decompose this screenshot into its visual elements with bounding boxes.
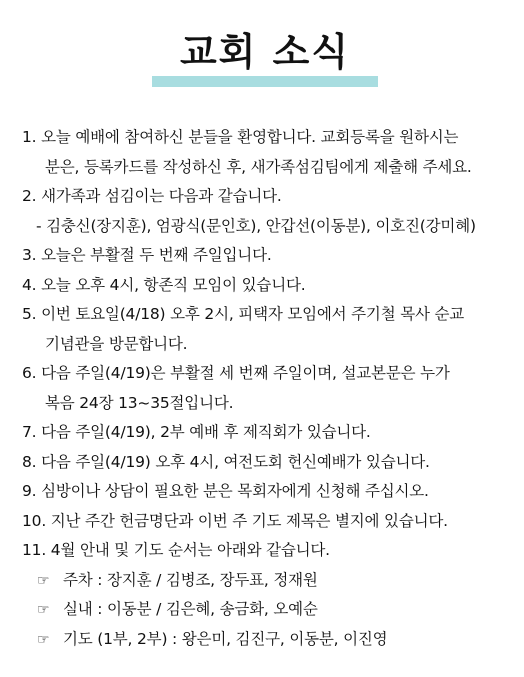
roster-prayer	[22, 625, 514, 655]
notice-4: 4. 오늘 오후 4시, 항존직 모임이 있습니다.	[22, 275, 306, 294]
pointing-hand-icon: ☞	[37, 602, 50, 618]
notice-9: 9. 심방이나 상담이 필요한 분은 목회자에게 신청해 주십시오.	[22, 482, 429, 500]
roster-prayer-text: 기도 (1부, 2부) : 왕은미, 김진구, 이동분, 이진영	[63, 629, 388, 648]
notice-5-cont: 기념관을 방문합니다.	[45, 334, 188, 353]
notice-8: 8. 다음 주일(4/19) 오후 4시, 여전도회 헌신예배가 있습니다.	[22, 452, 430, 471]
notice-6: 6. 다음 주일(4/19)은 부활절 세 번째 주일이며, 설교본문은 누가	[22, 364, 450, 382]
notice-list	[22, 123, 514, 654]
notice-10: 10. 지난 주간 헌금명단과 이번 주 기도 제목은 별지에 있습니다.	[22, 511, 448, 530]
notice-1-cont: 분은, 등록카드를 작성하신 후, 새가족섬김팀에게 제출해 주세요.	[45, 157, 472, 176]
roster-indoor	[22, 595, 514, 625]
roster-indoor-text: 실내 : 이동분 / 김은혜, 송금화, 오예순	[63, 600, 318, 618]
roster-parking	[22, 566, 514, 596]
notice-3: 3. 오늘은 부활절 두 번째 주일입니다.	[22, 246, 272, 264]
title-block	[152, 22, 378, 92]
title-underline	[152, 76, 378, 87]
notice-7: 7. 다음 주일(4/19), 2부 예배 후 제직회가 있습니다.	[22, 423, 371, 441]
notice-11: 11. 4월 안내 및 기도 순서는 아래와 같습니다.	[22, 541, 330, 559]
notice-6-cont: 복음 24장 13~35절입니다.	[45, 393, 234, 412]
notice-2-names: - 김충신(장지훈), 엄광식(문인호), 안갑선(이동분), 이호진(강미혜)	[36, 216, 476, 235]
page-title: 교회 소식	[179, 30, 351, 74]
notice-2: 2. 새가족과 섬김이는 다음과 같습니다.	[22, 187, 282, 205]
roster-parking-text: 주차 : 장지훈 / 김병조, 장두표, 정재원	[63, 570, 318, 589]
pointing-hand-icon: ☞	[37, 572, 50, 589]
notice-5: 5. 이번 토요일(4/18) 오후 2시, 피택자 모임에서 주기철 목사 순교	[22, 305, 465, 323]
notice-1: 1. 오늘 예배에 참여하신 분들을 환영합니다. 교회등록을 원하시는	[22, 128, 459, 146]
pointing-hand-icon: ☞	[37, 631, 50, 648]
